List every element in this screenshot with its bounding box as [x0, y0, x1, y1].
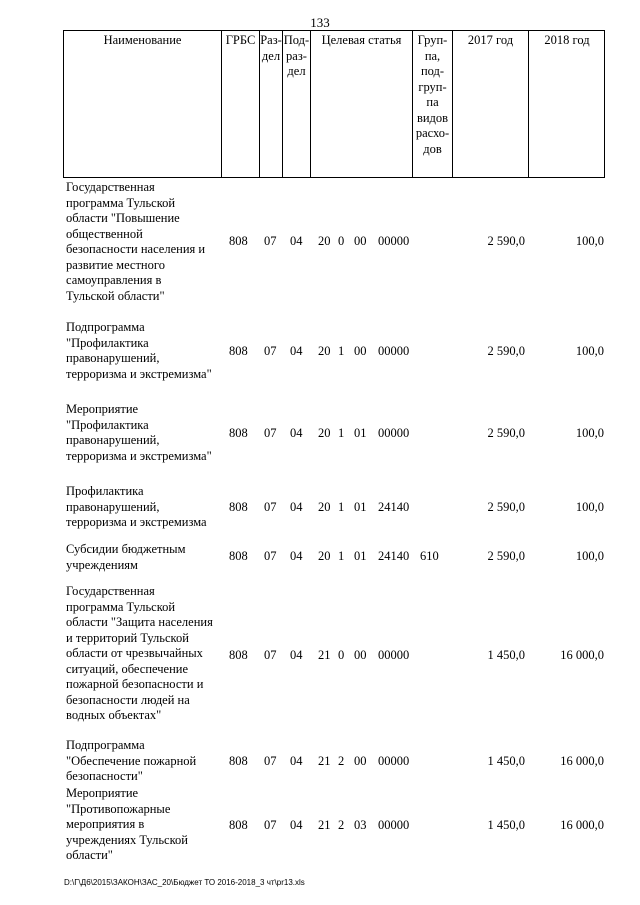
target-direction: 24140 — [378, 500, 410, 514]
amount-2017: 2 590,0 — [487, 344, 525, 358]
column-divider — [310, 30, 311, 178]
header-razdel: Раз- дел — [260, 33, 282, 63]
podrazdel-value: 04 — [290, 234, 303, 248]
podrazdel-value: 04 — [290, 344, 303, 358]
amount-2017: 1 450,0 — [487, 754, 525, 768]
target-program: 21 — [318, 648, 331, 662]
amount-2018: 100,0 — [575, 500, 604, 514]
razdel-value: 07 — [264, 344, 277, 358]
amount-2018: 16 000,0 — [560, 648, 604, 662]
amount-2017: 1 450,0 — [487, 818, 525, 832]
row-name: Мероприятие "Профилактика правонарушений, терроризма и экстремизма" — [66, 402, 212, 463]
target-program: 21 — [318, 754, 331, 768]
target-subprogram: 2 — [338, 754, 345, 768]
grbs-value: 808 — [229, 754, 248, 768]
podrazdel-value: 04 — [290, 754, 303, 768]
razdel-value: 07 — [264, 234, 277, 248]
razdel-value: 07 — [264, 754, 277, 768]
amount-2018: 100,0 — [575, 549, 604, 563]
target-subprogram: 1 — [338, 344, 345, 358]
amount-2017: 2 590,0 — [487, 549, 525, 563]
grbs-value: 808 — [229, 549, 248, 563]
amount-2018: 16 000,0 — [560, 818, 604, 832]
podrazdel-value: 04 — [290, 648, 303, 662]
razdel-value: 07 — [264, 549, 277, 563]
row-name: Государственная программа Тульской области "Защита населения и территорий Тульской области от чрезвычайных ситуаций, обеспечение пожарной безопасности и безопасности людей на водных объектах" — [66, 584, 213, 722]
header-expense-group: Груп- па, под- груп- па видов расхо- дов — [415, 33, 450, 156]
amount-2018: 16 000,0 — [560, 754, 604, 768]
podrazdel-value: 04 — [290, 818, 303, 832]
amount-2017: 2 590,0 — [487, 426, 525, 440]
target-event: 01 — [354, 426, 367, 440]
header-2018: 2018 год — [544, 33, 590, 47]
razdel-value: 07 — [264, 818, 277, 832]
amount-2017: 2 590,0 — [487, 234, 525, 248]
target-program: 20 — [318, 426, 331, 440]
table-header — [63, 30, 605, 178]
header-2017: 2017 год — [467, 33, 514, 47]
row-name: Мероприятие "Противопожарные мероприятия в учреждениях Тульской области" — [66, 786, 188, 862]
amount-2018: 100,0 — [575, 426, 604, 440]
target-subprogram: 1 — [338, 500, 345, 514]
group-value: 610 — [420, 549, 439, 563]
razdel-value: 07 — [264, 648, 277, 662]
grbs-value: 808 — [229, 648, 248, 662]
grbs-value: 808 — [229, 500, 248, 514]
target-event: 00 — [354, 648, 367, 662]
row-name: Подпрограмма "Профилактика правонарушений, терроризма и экстремизма" — [66, 320, 212, 381]
target-program: 20 — [318, 500, 331, 514]
target-subprogram: 2 — [338, 818, 345, 832]
row-name: Профилактика правонарушений, терроризма и экстремизма — [66, 484, 207, 529]
razdel-value: 07 — [264, 500, 277, 514]
target-direction: 00000 — [378, 818, 410, 832]
page-number: 133 — [310, 15, 330, 30]
column-divider — [528, 30, 529, 178]
grbs-value: 808 — [229, 426, 248, 440]
target-program: 20 — [318, 344, 331, 358]
target-direction: 00000 — [378, 426, 410, 440]
razdel-value: 07 — [264, 426, 277, 440]
target-direction: 00000 — [378, 648, 410, 662]
target-direction: 00000 — [378, 234, 410, 248]
target-direction: 00000 — [378, 754, 410, 768]
target-subprogram: 0 — [338, 234, 345, 248]
podrazdel-value: 04 — [290, 426, 303, 440]
file-path-footer: D:\Г\Д6\2015\ЗАКОН\ЗАС_20\Бюджет ТО 2016-2018_3 чт\pr13.xls — [64, 878, 305, 887]
header-name: Наименование — [103, 33, 182, 47]
target-program: 21 — [318, 818, 331, 832]
target-direction: 00000 — [378, 344, 410, 358]
header-podrazdel: Под- раз- дел — [283, 33, 310, 78]
amount-2017: 1 450,0 — [487, 648, 525, 662]
column-divider — [452, 30, 453, 178]
header-grbs: ГРБС — [225, 33, 256, 47]
grbs-value: 808 — [229, 234, 248, 248]
target-event: 01 — [354, 500, 367, 514]
column-divider — [221, 30, 222, 178]
row-name: Государственная программа Тульской области "Повышение общественной безопасности населения и развитие местного самоуправления в Тульской области" — [66, 180, 206, 303]
target-event: 03 — [354, 818, 367, 832]
row-name: Подпрограмма "Обеспечение пожарной безопасности" — [66, 738, 197, 783]
target-event: 00 — [354, 344, 367, 358]
podrazdel-value: 04 — [290, 500, 303, 514]
target-subprogram: 0 — [338, 648, 345, 662]
target-direction: 24140 — [378, 549, 410, 563]
grbs-value: 808 — [229, 344, 248, 358]
grbs-value: 808 — [229, 818, 248, 832]
podrazdel-value: 04 — [290, 549, 303, 563]
target-event: 00 — [354, 754, 367, 768]
target-event: 00 — [354, 234, 367, 248]
row-name: Субсидии бюджетным учреждениям — [66, 542, 186, 572]
target-subprogram: 1 — [338, 426, 345, 440]
header-target-article: Целевая статья — [321, 33, 402, 47]
amount-2017: 2 590,0 — [487, 500, 525, 514]
amount-2018: 100,0 — [575, 344, 604, 358]
target-program: 20 — [318, 549, 331, 563]
target-program: 20 — [318, 234, 331, 248]
target-event: 01 — [354, 549, 367, 563]
target-subprogram: 1 — [338, 549, 345, 563]
amount-2018: 100,0 — [575, 234, 604, 248]
